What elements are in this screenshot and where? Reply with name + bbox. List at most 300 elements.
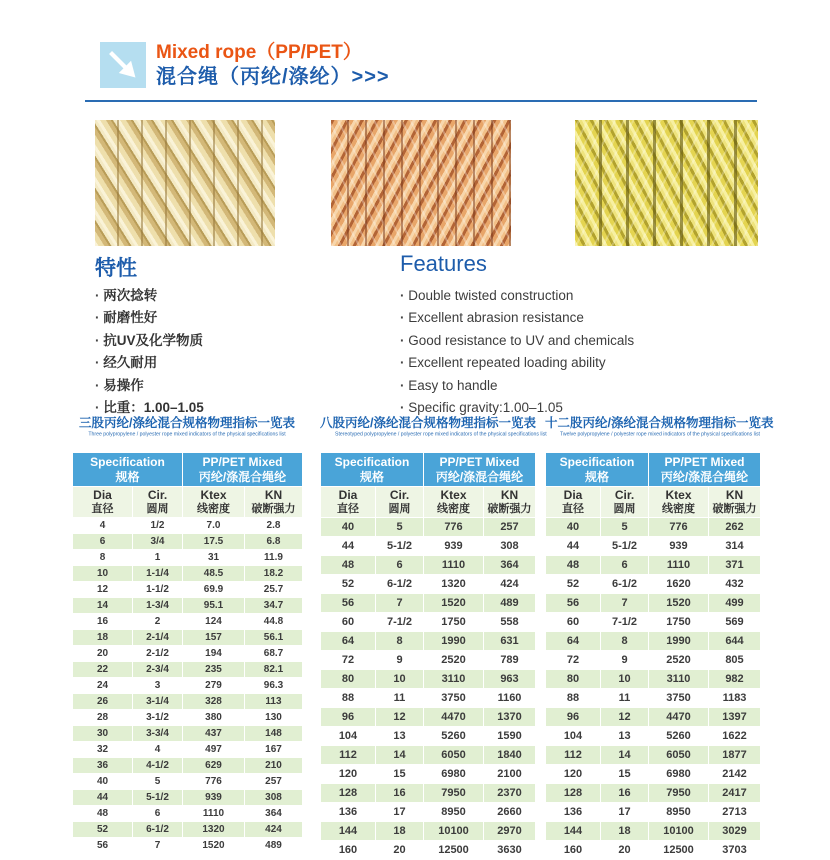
features-heading-zh: 特性 [95,257,137,280]
feature-item: · 比重：1.00–1.05 [95,397,204,419]
table-cell: 130 [245,710,303,726]
table-row [546,746,761,765]
table-cell: 144 [321,822,376,841]
table-row [321,556,536,575]
table-cell: 7 [133,838,183,854]
table-cell: 60 [546,613,601,632]
table-cell: 160 [321,841,376,860]
table-row [546,708,761,727]
table-cell: 7-1/2 [601,613,649,632]
table-row [321,841,536,860]
table-cell: 489 [245,838,303,854]
table-row [546,784,761,803]
table-cell: 489 [484,594,536,613]
table-cell: 14 [73,598,133,614]
table-cell: 48.5 [183,566,245,582]
col-header-cir: Cir. 圆周 [376,487,424,518]
table-row [321,708,536,727]
table-cell: 789 [484,651,536,670]
table-row [73,822,303,838]
table-cell: 3-1/2 [133,710,183,726]
col-header-dia: Dia 直径 [321,487,376,518]
table-cell: 28 [73,710,133,726]
table-cell: 2713 [709,803,761,822]
feature-item: · 两次捻转 [95,285,204,307]
table-row [73,838,303,854]
feature-item: · Easy to handle [400,375,634,397]
table-cell: 1622 [709,727,761,746]
table-row [73,694,303,710]
table-cell: 112 [546,746,601,765]
table-cell: 18 [601,822,649,841]
table-cell: 328 [183,694,245,710]
table-cell: 4 [73,518,133,534]
table-cell: 7.0 [183,518,245,534]
spec-table-twelve-strand [545,452,761,860]
table-cell: 128 [546,784,601,803]
table-cell: 3750 [649,689,709,708]
col-header-kn: KN 破断强力 [709,487,761,518]
table-column-header-row [73,487,303,518]
pp-pet-mixed-group-header: PP/PET Mixed 丙纶/涤混合绳纶 [183,453,303,487]
table-cell: 120 [321,765,376,784]
specification-group-header: Specification 规格 [73,453,183,487]
table-cell: 13 [376,727,424,746]
table-cell: 2970 [484,822,536,841]
table-row [73,774,303,790]
table-cell: 44 [546,537,601,556]
table-title-en: Twelve polypropylene / polyester rope mixed indicators of the physical specifications list [560,431,760,438]
table-cell: 6.8 [245,534,303,550]
table-row [73,662,303,678]
table-cell: 104 [321,727,376,746]
table-cell: 18.2 [245,566,303,582]
table-cell: 6980 [424,765,484,784]
table-cell: 96.3 [245,678,303,694]
table-group-header-row [321,453,536,487]
table-cell: 437 [183,726,245,742]
table-cell: 82.1 [245,662,303,678]
table-cell: 68.7 [245,646,303,662]
table-group-header-row [546,453,761,487]
page-title-en: Mixed rope（PP/PET） [156,42,362,63]
table-cell: 8 [601,632,649,651]
table-cell: 6 [601,556,649,575]
table-cell: 963 [484,670,536,689]
table-cell: 1110 [183,806,245,822]
table-cell: 3110 [424,670,484,689]
features-heading-en: Features [400,251,487,276]
table-cell: 18 [376,822,424,841]
table-cell: 2-1/2 [133,646,183,662]
table-row [321,651,536,670]
table-cell: 308 [484,537,536,556]
table-cell: 939 [183,790,245,806]
table-cell: 95.1 [183,598,245,614]
table-cell: 776 [424,518,484,537]
table-cell: 167 [245,742,303,758]
table-cell: 629 [183,758,245,774]
table-cell: 3703 [709,841,761,860]
table-row [546,632,761,651]
table-cell: 32 [73,742,133,758]
table-cell: 160 [546,841,601,860]
table-cell: 4470 [424,708,484,727]
table-cell: 7-1/2 [376,613,424,632]
table-cell: 36 [73,758,133,774]
table-cell: 60 [321,613,376,632]
table-cell: 8 [73,550,133,566]
table-row [73,790,303,806]
table-cell: 5260 [424,727,484,746]
table-cell: 10100 [649,822,709,841]
table-cell: 8950 [649,803,709,822]
table-row [73,678,303,694]
table-row [546,594,761,613]
table-cell: 88 [546,689,601,708]
table-cell: 499 [709,594,761,613]
table-cell: 3/4 [133,534,183,550]
rope-photo-eight-strand [331,120,511,246]
table-cell: 44 [321,537,376,556]
table-cell: 22 [73,662,133,678]
table-row [321,765,536,784]
feature-item: · Double twisted construction [400,285,634,307]
table-cell: 104 [546,727,601,746]
table-cell: 6 [133,806,183,822]
table-row [73,742,303,758]
table-cell: 7950 [649,784,709,803]
table-cell: 776 [649,518,709,537]
table-cell: 52 [73,822,133,838]
table-cell: 9 [601,651,649,670]
table-cell: 3 [133,678,183,694]
feature-item: · Excellent repeated loading ability [400,352,634,374]
table-row [546,841,761,860]
col-header-cir: Cir. 圆周 [601,487,649,518]
table-cell: 3-1/4 [133,694,183,710]
table-column-header-row [321,487,536,518]
table-cell: 72 [546,651,601,670]
feature-item: · 易操作 [95,375,204,397]
table-cell: 12500 [649,841,709,860]
table-row [73,566,303,582]
table-cell: 497 [183,742,245,758]
table-cell: 6-1/2 [376,575,424,594]
table-title-en: Stereotyped polypropylene / polyester rope mixed indicators of the physical specifications list [335,431,547,438]
col-header-kn: KN 破断强力 [484,487,536,518]
table-cell: 6050 [424,746,484,765]
table-cell: 1/2 [133,518,183,534]
table-row [546,556,761,575]
table-cell: 20 [601,841,649,860]
table-cell: 16 [601,784,649,803]
spec-table-three-strand [72,452,303,854]
table-cell: 1520 [183,838,245,854]
table-row [321,822,536,841]
table-cell: 235 [183,662,245,678]
table-row [321,594,536,613]
table-row [546,689,761,708]
table-cell: 2520 [649,651,709,670]
table-cell: 4-1/2 [133,758,183,774]
table-cell: 30 [73,726,133,742]
table-cell: 380 [183,710,245,726]
table-cell: 1-1/2 [133,582,183,598]
pp-pet-mixed-group-header: PP/PET Mixed 丙纶/涤混合绳纶 [649,453,761,487]
table-cell: 4470 [649,708,709,727]
table-row [321,689,536,708]
table-cell: 17 [601,803,649,822]
table-cell: 40 [546,518,601,537]
table-cell: 136 [321,803,376,822]
page-title-zh: 混合绳（丙纶/涤纶）>>> [156,66,390,88]
feature-item: · Excellent abrasion resistance [400,307,634,329]
table-cell: 10 [376,670,424,689]
table-cell: 12 [73,582,133,598]
table-row [321,537,536,556]
table-row [73,614,303,630]
table-title-eight-strand [320,416,547,439]
table-cell: 8950 [424,803,484,822]
pp-pet-mixed-group-header: PP/PET Mixed 丙纶/涤混合绳纶 [424,453,536,487]
table-cell: 308 [245,790,303,806]
table-cell: 48 [546,556,601,575]
table-row [321,518,536,537]
table-cell: 7950 [424,784,484,803]
table-row [73,582,303,598]
table-row [321,575,536,594]
table-cell: 805 [709,651,761,670]
table-cell: 6050 [649,746,709,765]
table-cell: 364 [484,556,536,575]
table-cell: 1-1/4 [133,566,183,582]
table-title-zh: 八股丙纶/涤纶混合规格物理指标一览表 [320,416,536,430]
table-row [546,822,761,841]
table-cell: 1620 [649,575,709,594]
table-cell: 1590 [484,727,536,746]
table-cell: 1320 [424,575,484,594]
table-cell: 262 [709,518,761,537]
table-cell: 371 [709,556,761,575]
table-row [73,598,303,614]
table-row [546,765,761,784]
table-cell: 144 [546,822,601,841]
table-cell: 40 [321,518,376,537]
table-cell: 56 [546,594,601,613]
col-header-cir: Cir. 圆周 [133,487,183,518]
table-row [73,550,303,566]
table-cell: 432 [709,575,761,594]
table-cell: 13 [601,727,649,746]
feature-item: · Specific gravity:1.00–1.05 [400,397,634,419]
table-cell: 7 [601,594,649,613]
table-cell: 1750 [424,613,484,632]
table-cell: 194 [183,646,245,662]
table-cell: 1990 [424,632,484,651]
table-cell: 776 [183,774,245,790]
table-cell: 10100 [424,822,484,841]
table-cell: 2660 [484,803,536,822]
table-cell: 2-3/4 [133,662,183,678]
table-cell: 10 [601,670,649,689]
table-cell: 40 [73,774,133,790]
col-header-dia: Dia 直径 [73,487,133,518]
table-cell: 631 [484,632,536,651]
table-cell: 52 [546,575,601,594]
table-cell: 14 [376,746,424,765]
table-cell: 1110 [649,556,709,575]
table-cell: 1840 [484,746,536,765]
col-header-dia: Dia 直径 [546,487,601,518]
table-cell: 113 [245,694,303,710]
table-cell: 96 [321,708,376,727]
table-row [321,632,536,651]
table-cell: 644 [709,632,761,651]
table-cell: 1-3/4 [133,598,183,614]
table-cell: 80 [546,670,601,689]
table-cell: 11 [376,689,424,708]
table-title-twelve-strand [545,416,774,439]
table-cell: 96 [546,708,601,727]
table-cell: 26 [73,694,133,710]
table-cell: 14 [601,746,649,765]
table-cell: 3029 [709,822,761,841]
table-row [546,575,761,594]
table-row [321,803,536,822]
table-cell: 279 [183,678,245,694]
table-cell: 5-1/2 [376,537,424,556]
table-cell: 128 [321,784,376,803]
table-cell: 2520 [424,651,484,670]
table-row [73,534,303,550]
table-row [73,726,303,742]
table-cell: 257 [245,774,303,790]
table-cell: 64 [546,632,601,651]
table-cell: 112 [321,746,376,765]
table-cell: 6 [376,556,424,575]
table-row [321,784,536,803]
table-row [73,630,303,646]
table-cell: 44.8 [245,614,303,630]
table-row [546,613,761,632]
table-row [73,806,303,822]
table-cell: 6980 [649,765,709,784]
feature-item: · Good resistance to UV and chemicals [400,330,634,352]
table-cell: 5 [601,518,649,537]
table-cell: 5 [376,518,424,537]
feature-item: · 抗UV及化学物质 [95,330,204,352]
table-row [546,537,761,556]
table-cell: 11.9 [245,550,303,566]
table-cell: 5260 [649,727,709,746]
table-group-header-row [73,453,303,487]
table-cell: 6 [73,534,133,550]
table-cell: 1110 [424,556,484,575]
table-cell: 2.8 [245,518,303,534]
table-cell: 48 [321,556,376,575]
table-column-header-row [546,487,761,518]
table-cell: 3110 [649,670,709,689]
table-cell: 2417 [709,784,761,803]
table-cell: 120 [546,765,601,784]
table-cell: 72 [321,651,376,670]
table-cell: 18 [73,630,133,646]
table-cell: 56.1 [245,630,303,646]
table-cell: 31 [183,550,245,566]
table-cell: 424 [245,822,303,838]
table-cell: 7 [376,594,424,613]
table-cell: 210 [245,758,303,774]
table-row [546,670,761,689]
col-header-ktex: Ktex 线密度 [183,487,245,518]
features-list-en [400,285,634,419]
col-header-ktex: Ktex 线密度 [424,487,484,518]
table-cell: 1750 [649,613,709,632]
col-header-kn: KN 破断强力 [245,487,303,518]
table-cell: 1370 [484,708,536,727]
table-cell: 157 [183,630,245,646]
table-cell: 257 [484,518,536,537]
table-cell: 69.9 [183,582,245,598]
table-cell: 3-3/4 [133,726,183,742]
table-cell: 558 [484,613,536,632]
table-cell: 12500 [424,841,484,860]
table-cell: 1990 [649,632,709,651]
specification-group-header: Specification 规格 [546,453,649,487]
table-cell: 12 [601,708,649,727]
table-cell: 124 [183,614,245,630]
table-cell: 1397 [709,708,761,727]
feature-item: · 经久耐用 [95,352,204,374]
rope-photo-three-strand [95,120,275,246]
table-cell: 8 [376,632,424,651]
table-cell: 364 [245,806,303,822]
table-row [73,710,303,726]
table-cell: 24 [73,678,133,694]
spec-table-eight-strand [320,452,536,860]
table-cell: 6-1/2 [133,822,183,838]
table-row [73,518,303,534]
table-cell: 5-1/2 [601,537,649,556]
table-cell: 9 [376,651,424,670]
table-row [546,651,761,670]
arrow-down-right-icon [100,42,146,88]
specification-group-header: Specification 规格 [321,453,424,487]
header-divider [85,100,757,102]
table-cell: 2370 [484,784,536,803]
table-cell: 64 [321,632,376,651]
table-cell: 2-1/4 [133,630,183,646]
table-cell: 16 [73,614,133,630]
table-cell: 20 [73,646,133,662]
table-cell: 939 [424,537,484,556]
table-cell: 44 [73,790,133,806]
rope-photo-twelve-strand [575,120,758,246]
table-cell: 1877 [709,746,761,765]
table-cell: 569 [709,613,761,632]
table-cell: 15 [601,765,649,784]
table-title-en: Three polypropylene / polyester rope mixed indicators of the physical specifications list [88,431,286,438]
table-cell: 15 [376,765,424,784]
table-row [321,670,536,689]
table-row [546,803,761,822]
table-cell: 1520 [424,594,484,613]
table-cell: 1520 [649,594,709,613]
table-cell: 3750 [424,689,484,708]
table-cell: 1 [133,550,183,566]
table-cell: 3630 [484,841,536,860]
